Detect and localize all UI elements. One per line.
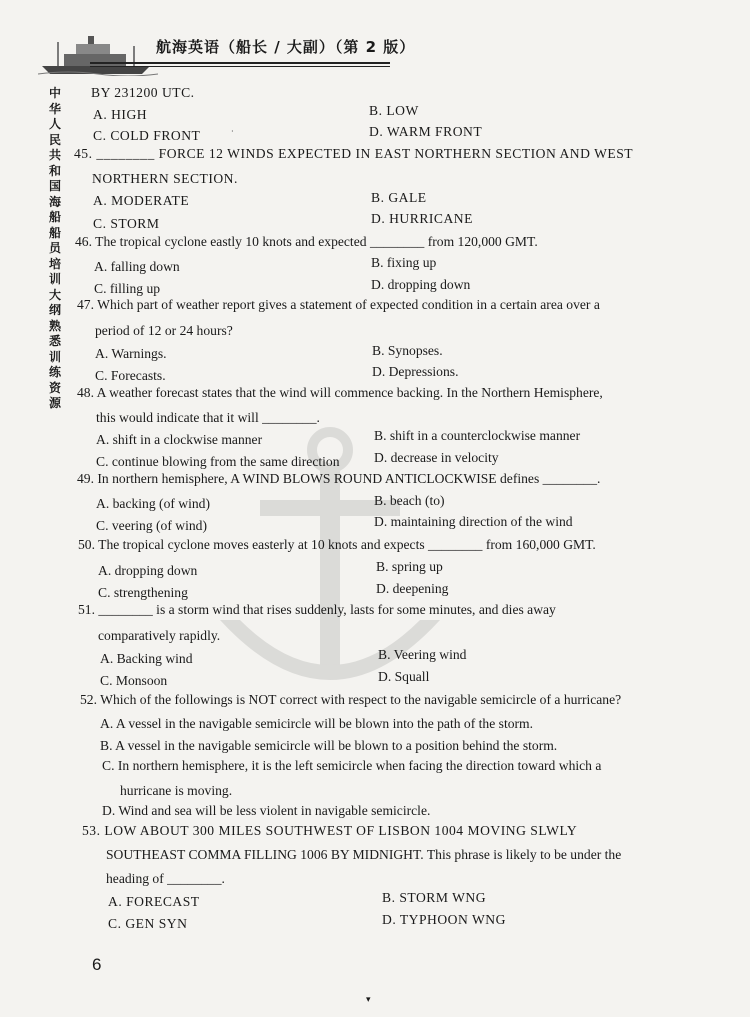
q53-stem-1: 53. LOW ABOUT 300 MILES SOUTHWEST OF LISBON 1004 MOVING SLWLY bbox=[82, 823, 578, 838]
q46-option-b: B. fixing up bbox=[371, 255, 437, 270]
q46-option-a: A. falling down bbox=[94, 259, 180, 274]
q44-option-a: A. HIGH bbox=[93, 107, 148, 122]
q53-stem-2: SOUTHEAST COMMA FILLING 1006 BY MIDNIGHT. This phrase is likely to be under the bbox=[106, 847, 622, 862]
q47-option-b: B. Synopses. bbox=[372, 343, 443, 358]
q48-stem-1: 48. A weather forecast states that the wind will commence backing. In the Northern Hemisphere, bbox=[77, 385, 603, 400]
q47-stem-1: 47. Which part of weather report gives a statement of expected condition in a certain area over a bbox=[77, 297, 600, 312]
q44-tail: BY 231200 UTC. bbox=[91, 85, 195, 100]
q51-option-a: A. Backing wind bbox=[100, 651, 193, 666]
q44-option-d: D. WARM FRONT bbox=[369, 124, 483, 139]
q47-option-d: D. Depressions. bbox=[372, 364, 459, 379]
q52-option-c-2: hurricane is moving. bbox=[120, 783, 233, 798]
header-rule bbox=[90, 62, 390, 64]
q50-option-b: B. spring up bbox=[376, 559, 443, 574]
side-vertical-title: 中华人民共和国海船船员培训大纲熟悉训练资源 bbox=[48, 86, 61, 410]
q53-stem-3: heading of ________. bbox=[106, 871, 225, 886]
q48-option-b: B. shift in a counterclockwise manner bbox=[374, 428, 581, 443]
q47-stem-2: period of 12 or 24 hours? bbox=[95, 323, 233, 338]
q47-option-c: C. Forecasts. bbox=[95, 368, 166, 383]
q52-option-d: D. Wind and sea will be less violent in navigable semicircle. bbox=[102, 803, 431, 818]
q46-option-d: D. dropping down bbox=[371, 277, 471, 292]
q49-option-d: D. maintaining direction of the wind bbox=[374, 514, 573, 529]
q45-option-b: B. GALE bbox=[371, 190, 427, 205]
header-rule-thin bbox=[90, 66, 390, 67]
q53-option-d: D. TYPHOON WNG bbox=[382, 912, 506, 927]
q50-option-a: A. dropping down bbox=[98, 563, 198, 578]
q51-stem-2: comparatively rapidly. bbox=[98, 628, 221, 643]
q50-stem-1: 50. The tropical cyclone moves easterly at 10 knots and expects ________ from 160,000 GMT. bbox=[78, 537, 596, 552]
ship-logo bbox=[38, 30, 158, 76]
q48-option-c: C. continue blowing from the same direction bbox=[96, 454, 340, 469]
speck-mark: · bbox=[231, 127, 234, 136]
q52-option-b: B. A vessel in the navigable semicircle will be blown to a position behind the storm. bbox=[100, 738, 558, 753]
bottom-mark: ▾ bbox=[366, 994, 371, 1004]
q46-stem-1: 46. The tropical cyclone eastly 10 knots and expected ________ from 120,000 GMT. bbox=[75, 234, 538, 249]
q51-stem-1: 51. ________ is a storm wind that rises suddenly, lasts for some minutes, and dies away bbox=[78, 602, 556, 617]
q48-stem-2: this would indicate that it will ________. bbox=[96, 410, 320, 425]
q49-stem-1: 49. In northern hemisphere, A WIND BLOWS ROUND ANTICLOCKWISE defines ________. bbox=[77, 471, 601, 486]
page-number: 6 bbox=[92, 955, 102, 974]
q49-option-a: A. backing (of wind) bbox=[96, 496, 211, 511]
q49-option-b: B. beach (to) bbox=[374, 493, 445, 508]
q52-option-c-1: C. In northern hemisphere, it is the left semicircle when facing the direction toward which a bbox=[102, 758, 602, 773]
q48-option-d: D. decrease in velocity bbox=[374, 450, 499, 465]
q52-option-a: A. A vessel in the navigable semicircle will be blown into the path of the storm. bbox=[100, 716, 534, 731]
q45-stem-2: NORTHERN SECTION. bbox=[92, 171, 238, 186]
header-title: 航海英语（船长 / 大副）（第 2 版） bbox=[156, 38, 416, 56]
q51-option-d: D. Squall bbox=[378, 669, 430, 684]
q44-option-c: C. COLD FRONT bbox=[93, 128, 201, 143]
q48-option-a: A. shift in a clockwise manner bbox=[96, 432, 263, 447]
q50-option-c: C. strengthening bbox=[98, 585, 188, 600]
q53-option-b: B. STORM WNG bbox=[382, 890, 487, 905]
q50-option-d: D. deepening bbox=[376, 581, 449, 596]
q45-option-c: C. STORM bbox=[93, 216, 160, 231]
q45-option-d: D. HURRICANE bbox=[371, 211, 473, 226]
q44-option-b: B. LOW bbox=[369, 103, 419, 118]
q52-stem-1: 52. Which of the followings is NOT correct with respect to the navigable semicircle of a hurricane? bbox=[80, 692, 622, 707]
q45-stem-1: 45. ________ FORCE 12 WINDS EXPECTED IN EAST NORTHERN SECTION AND WEST bbox=[74, 146, 634, 161]
q47-option-a: A. Warnings. bbox=[95, 346, 167, 361]
q46-option-c: C. filling up bbox=[94, 281, 161, 296]
q49-option-c: C. veering (of wind) bbox=[96, 518, 207, 533]
q51-option-b: B. Veering wind bbox=[378, 647, 467, 662]
q53-option-a: A. FORECAST bbox=[108, 894, 200, 909]
q51-option-c: C. Monsoon bbox=[100, 673, 168, 688]
q45-option-a: A. MODERATE bbox=[93, 193, 190, 208]
running-header bbox=[38, 30, 416, 76]
q53-option-c: C. GEN SYN bbox=[108, 916, 188, 931]
